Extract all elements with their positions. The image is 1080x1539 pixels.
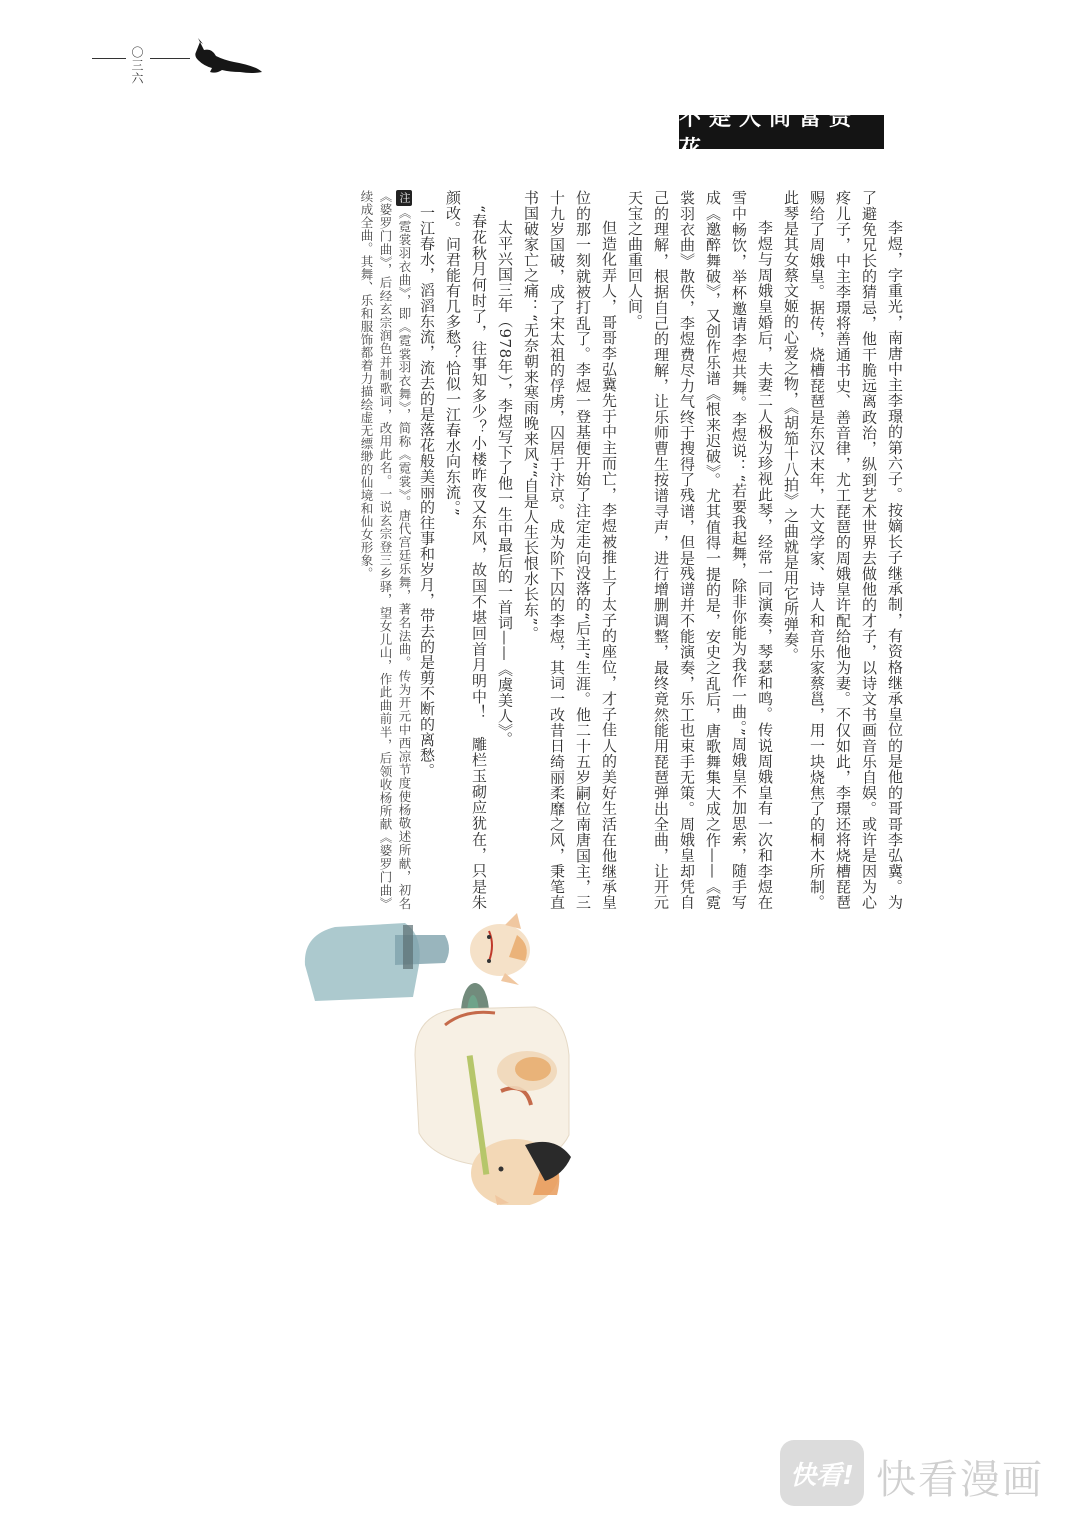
poem-quote: “春花秋月何时了，往事知多少？小楼昨夜又东风，故国不堪回首月明中！ 雕栏玉砌应犹在，只是朱颜改。问君能有几多愁？恰似一江春水向东流。” <box>444 190 488 910</box>
paragraph: 李煜与周娥皇婚后，夫妻二人极为珍视此琴，经常一同演奏，琴瑟和鸣。传说周娥皇有一次和李煜在雪中畅饮，举杯邀请李煜共舞。李煜说：“若要我起舞，除非你能为我作一曲。”周娥皇不加思索，随手写成《邀醉舞破》，又创作乐谱《恨来迟破》。尤其值得一提的是，安史之乱后，唐歌舞集大成之作——《霓裳羽衣曲》散佚，李煜费尽力气终于搜得了残谱，但是残谱并不能演奏，乐工也束手无策。周娥皇却凭自己的理解，根据自己的理解，让乐师曹生按谱寻声，进行增删调整，最终竟然能用琵琶弹出全曲，让开元天宝之曲重回人间。 <box>626 190 774 910</box>
paragraph: 太平兴国三年（978年），李煜写下了他一生中最后的一首词——《虞美人》。 <box>496 220 514 747</box>
black-cat-icon <box>190 38 264 82</box>
watermark-text: 快看漫画 <box>876 1457 1044 1503</box>
footnote-mark: 注 <box>396 190 412 206</box>
closing-line: 一江春水，滔滔东流，流去的是落花般美丽的往事和岁月，带去的是剪不断的离愁。 <box>418 205 436 779</box>
kuaikan-logo-icon: 快看! <box>780 1440 864 1506</box>
footnote <box>357 190 414 910</box>
footnote-text: 《霓裳羽衣曲》，即《霓裳羽衣舞》，简称《霓裳》。唐代宫廷乐舞，著名法曲。传为开元中西凉节度使杨敬述所献，初名《婆罗门曲》，后经玄宗润色并制歌词，改用此名。一说玄宗登三乡驿，望女儿山，作此曲前半，后领收杨所献《婆罗门曲》续成全曲。其舞、乐和服饰都着力描绘虚无缥缈的仙境和仙女形象。 <box>359 190 412 910</box>
cat-musicians-illustration <box>295 905 695 1205</box>
body-text <box>88 190 908 910</box>
watermark <box>780 1440 1060 1508</box>
folio-rule-left <box>92 58 126 59</box>
page-number: 〇三六 <box>130 46 144 85</box>
folio-rule-right <box>150 58 190 59</box>
cream-robed-cat <box>415 1007 571 1205</box>
paragraph: 李煜，字重光，南唐中主李璟的第六子。按嫡长子继承制，有资格继承皇位的是他的哥哥李弘冀。为了避免兄长的猜忌，他干脆远离政治，纵到艺术世界去做他的才子，以诗文书画音乐自娱。或许是因为心疼儿子，中主李璟将善通书史、善音律，尤工琵琶的周娥皇许配给他为妻。不仅如此，李璟还将烧槽琵琶赐给了周娥皇。据传，烧槽琵琶是东汉末年，大文学家、诗人和音乐家蔡邕，用一块烧焦了的桐木所制。此琴是其女蔡文姬的心爱之物，《胡笳十八拍》之曲就是用它所弹奏。 <box>782 190 904 910</box>
chapter-title <box>679 105 884 162</box>
paragraph: 但造化弄人，哥哥李弘冀先于中主而亡，李煜被推上了太子的座位，才子佳人的美好生活在他继承皇位的那一刻就被打乱了。李煜一登基便开始了注定走向没落的“后主”生涯。他二十五岁嗣位南唐国主，三十九岁国破，成了宋太祖的俘虏，囚居于汴京。成为阶下囚的李煜，其词一改昔日绮丽柔靡之风，秉笔直书国破家亡之痛：“无奈朝来寒雨晚来风”“自是人生长恨水长东”。 <box>522 190 618 910</box>
chapter-title-text: 不是人间富贵花 <box>679 105 860 162</box>
